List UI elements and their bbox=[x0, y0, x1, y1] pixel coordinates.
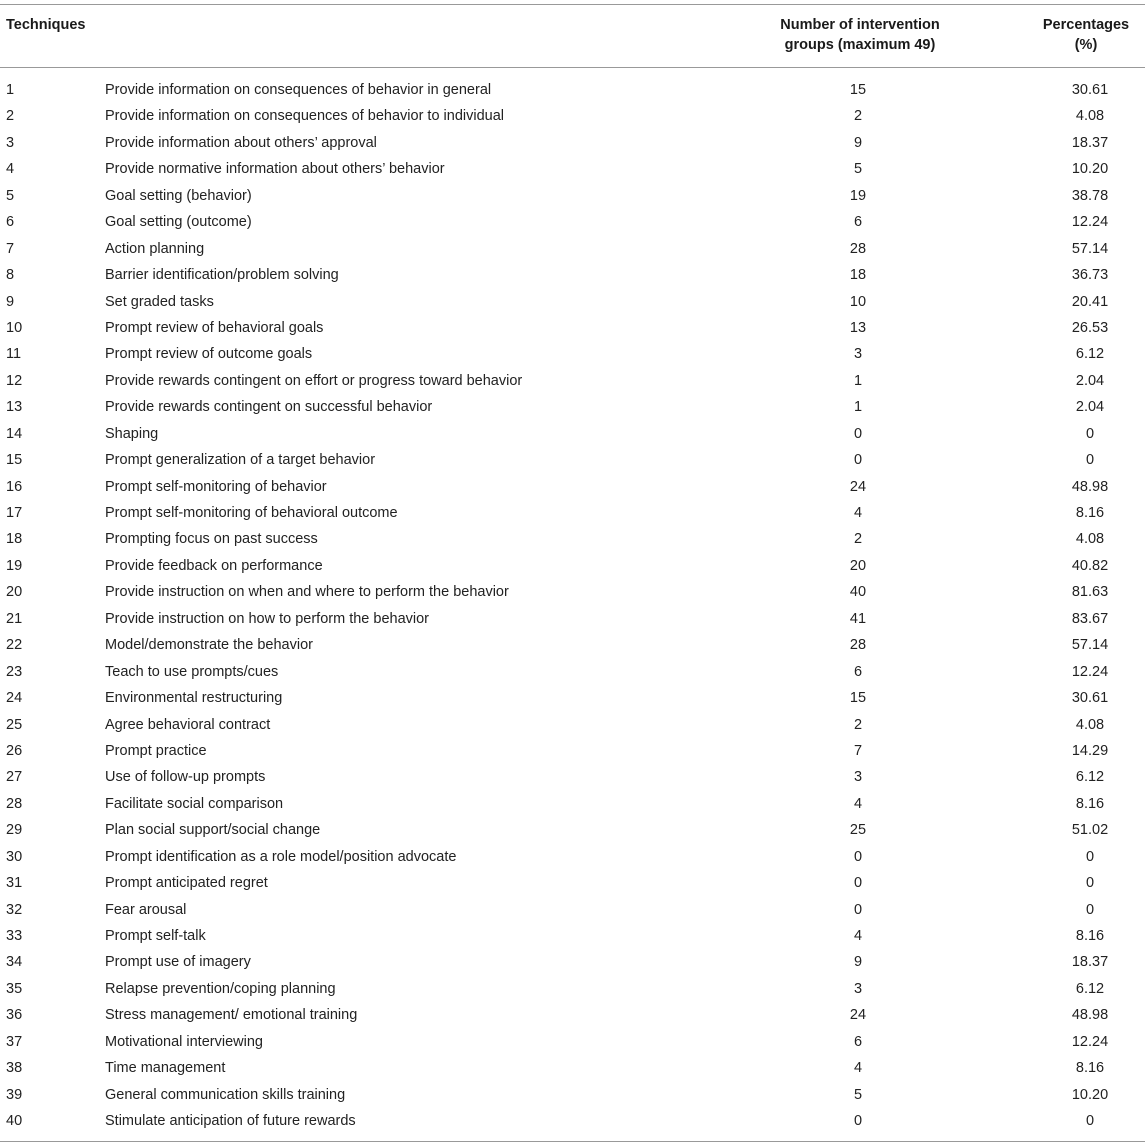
group-count: 3 bbox=[853, 346, 863, 363]
percentage: 40.82 bbox=[1071, 557, 1109, 574]
table-row bbox=[0, 315, 1145, 341]
row-index: 23 bbox=[6, 663, 23, 680]
percentage: 14.29 bbox=[1071, 742, 1109, 759]
table-row bbox=[0, 183, 1145, 209]
row-index: 17 bbox=[6, 505, 23, 521]
group-count: 41 bbox=[849, 610, 867, 627]
percentage: 8.16 bbox=[1075, 795, 1105, 812]
group-count: 0 bbox=[853, 848, 863, 865]
row-index: 20 bbox=[6, 584, 23, 601]
group-count: 3 bbox=[853, 980, 863, 997]
group-count: 0 bbox=[853, 452, 863, 469]
group-count: 40 bbox=[849, 584, 867, 601]
percentage: 10.20 bbox=[1071, 161, 1109, 178]
row-index: 5 bbox=[6, 187, 15, 204]
row-index: 34 bbox=[6, 954, 23, 971]
percentage: 0 bbox=[1085, 848, 1095, 865]
group-count: 25 bbox=[849, 822, 867, 839]
table-row bbox=[0, 870, 1145, 896]
row-index: 2 bbox=[6, 108, 15, 125]
percentage: 12.24 bbox=[1071, 214, 1109, 231]
row-index: 28 bbox=[6, 795, 23, 812]
group-count: 2 bbox=[853, 716, 863, 733]
row-index: 22 bbox=[6, 637, 23, 654]
row-index: 4 bbox=[6, 161, 15, 178]
row-index: 24 bbox=[6, 690, 23, 707]
header-techniques: Techniques bbox=[6, 17, 86, 33]
table-row bbox=[0, 712, 1145, 738]
percentage: 26.53 bbox=[1071, 319, 1109, 336]
technique-name: Environmental restructuring bbox=[105, 690, 283, 707]
technique-name: Prompt self-talk bbox=[105, 928, 206, 944]
percentage: 81.63 bbox=[1071, 584, 1109, 601]
percentage: 6.12 bbox=[1075, 980, 1105, 997]
technique-name: Goal setting (behavior) bbox=[105, 187, 252, 204]
technique-name: Provide feedback on performance bbox=[105, 557, 323, 574]
group-count: 0 bbox=[853, 901, 863, 918]
percentage: 2.04 bbox=[1075, 399, 1105, 416]
technique-name: Stimulate anticipation of future rewards bbox=[105, 1113, 356, 1130]
technique-name: Prompt review of outcome goals bbox=[105, 346, 313, 363]
table-row bbox=[0, 659, 1145, 685]
technique-name: Prompt practice bbox=[105, 742, 207, 759]
table-row bbox=[0, 262, 1145, 288]
row-index: 3 bbox=[6, 134, 15, 151]
group-count: 0 bbox=[853, 1113, 863, 1130]
group-count: 28 bbox=[849, 637, 867, 654]
technique-name: Motivational interviewing bbox=[105, 1033, 263, 1050]
table-row bbox=[0, 844, 1145, 870]
percentage: 36.73 bbox=[1071, 267, 1109, 284]
percentage: 0 bbox=[1085, 452, 1095, 469]
table-row bbox=[0, 289, 1145, 315]
percentage: 10.20 bbox=[1071, 1086, 1109, 1103]
header-number-of-groups bbox=[760, 15, 960, 55]
row-index: 12 bbox=[6, 372, 23, 389]
row-index: 18 bbox=[6, 531, 23, 548]
technique-name: Model/demonstrate the behavior bbox=[105, 637, 313, 654]
row-index: 19 bbox=[6, 557, 23, 574]
row-index: 16 bbox=[6, 478, 23, 495]
table-row bbox=[0, 685, 1145, 711]
table-row bbox=[0, 976, 1145, 1002]
percentage: 30.61 bbox=[1071, 82, 1109, 98]
percentage: 8.16 bbox=[1075, 505, 1105, 521]
row-index: 38 bbox=[6, 1060, 23, 1077]
table-row bbox=[0, 209, 1145, 235]
row-index: 13 bbox=[6, 399, 23, 416]
technique-name: Provide information about others’ approval bbox=[105, 134, 377, 151]
row-index: 15 bbox=[6, 452, 23, 469]
row-index: 39 bbox=[6, 1086, 23, 1103]
group-count: 1 bbox=[853, 399, 863, 416]
technique-name: Provide information on consequences of behavior to individual bbox=[105, 108, 504, 125]
table-row bbox=[0, 130, 1145, 156]
row-index: 29 bbox=[6, 822, 23, 839]
group-count: 1 bbox=[853, 372, 863, 389]
row-index: 7 bbox=[6, 240, 15, 257]
group-count: 24 bbox=[849, 478, 867, 495]
table-row bbox=[0, 368, 1145, 394]
table-row bbox=[0, 553, 1145, 579]
percentage: 0 bbox=[1085, 425, 1095, 442]
header-percent-line-2: (%) bbox=[1074, 37, 1098, 53]
technique-name: Plan social support/social change bbox=[105, 822, 321, 839]
technique-name: Teach to use prompts/cues bbox=[105, 663, 279, 680]
percentage: 30.61 bbox=[1071, 690, 1109, 707]
percentage: 48.98 bbox=[1071, 478, 1109, 495]
technique-name: Prompt self-monitoring of behavior bbox=[105, 478, 327, 495]
technique-name: Prompt use of imagery bbox=[105, 954, 251, 971]
technique-name: Barrier identification/problem solving bbox=[105, 267, 339, 284]
technique-name: Prompt review of behavioral goals bbox=[105, 319, 324, 336]
row-index: 14 bbox=[6, 425, 23, 442]
row-index: 26 bbox=[6, 742, 23, 759]
table-body bbox=[0, 68, 1145, 1141]
technique-name: Shaping bbox=[105, 425, 159, 442]
group-count: 0 bbox=[853, 425, 863, 442]
percentage: 4.08 bbox=[1075, 716, 1105, 733]
technique-name: Provide normative information about others’ behavior bbox=[105, 161, 445, 178]
table-row bbox=[0, 579, 1145, 605]
group-count: 3 bbox=[853, 769, 863, 786]
table-row bbox=[0, 1108, 1145, 1134]
table-row bbox=[0, 817, 1145, 843]
technique-name: Action planning bbox=[105, 240, 205, 257]
row-index: 40 bbox=[6, 1113, 23, 1130]
percentage: 57.14 bbox=[1071, 240, 1109, 257]
table-row bbox=[0, 949, 1145, 975]
percentage: 2.04 bbox=[1075, 372, 1105, 389]
percentage: 0 bbox=[1085, 901, 1095, 918]
percentage: 6.12 bbox=[1075, 346, 1105, 363]
group-count: 24 bbox=[849, 1007, 867, 1024]
percentage: 8.16 bbox=[1075, 928, 1105, 944]
table-row bbox=[0, 1082, 1145, 1108]
percentage: 0 bbox=[1085, 1113, 1095, 1130]
technique-name: Prompt identification as a role model/position advocate bbox=[105, 848, 457, 865]
header-percentages bbox=[1030, 15, 1142, 55]
percentage: 6.12 bbox=[1075, 769, 1105, 786]
table-row bbox=[0, 500, 1145, 526]
group-count: 4 bbox=[853, 928, 863, 944]
technique-name: Use of follow-up prompts bbox=[105, 769, 266, 786]
group-count: 4 bbox=[853, 1060, 863, 1077]
technique-name: Prompt self-monitoring of behavioral outcome bbox=[105, 505, 398, 521]
group-count: 9 bbox=[853, 954, 863, 971]
percentage: 12.24 bbox=[1071, 1033, 1109, 1050]
group-count: 19 bbox=[849, 187, 867, 204]
percentage: 20.41 bbox=[1071, 293, 1109, 310]
table-row bbox=[0, 923, 1145, 949]
table-row bbox=[0, 236, 1145, 262]
row-index: 27 bbox=[6, 769, 23, 786]
header-number-line-1: Number of intervention bbox=[780, 17, 940, 33]
percentage: 18.37 bbox=[1071, 134, 1109, 151]
row-index: 35 bbox=[6, 980, 23, 997]
group-count: 5 bbox=[853, 1086, 863, 1103]
technique-name: Provide information on consequences of behavior in general bbox=[105, 82, 492, 98]
group-count: 4 bbox=[853, 795, 863, 812]
group-count: 5 bbox=[853, 161, 863, 178]
group-count: 6 bbox=[853, 214, 863, 231]
group-count: 20 bbox=[849, 557, 867, 574]
table-row bbox=[0, 447, 1145, 473]
row-index: 10 bbox=[6, 319, 23, 336]
group-count: 10 bbox=[849, 293, 867, 310]
technique-name: Provide instruction on when and where to perform the behavior bbox=[105, 584, 509, 601]
percentage: 83.67 bbox=[1071, 610, 1109, 627]
table-row bbox=[0, 103, 1145, 129]
row-index: 11 bbox=[6, 346, 22, 363]
group-count: 9 bbox=[853, 134, 863, 151]
technique-name: Provide rewards contingent on effort or progress toward behavior bbox=[105, 372, 523, 389]
technique-name: Goal setting (outcome) bbox=[105, 214, 252, 231]
row-index: 32 bbox=[6, 901, 23, 918]
row-index: 21 bbox=[6, 610, 23, 627]
technique-name: Relapse prevention/coping planning bbox=[105, 980, 336, 997]
table-row bbox=[0, 738, 1145, 764]
group-count: 6 bbox=[853, 1033, 863, 1050]
row-index: 33 bbox=[6, 928, 23, 944]
technique-name: Agree behavioral contract bbox=[105, 716, 271, 733]
row-index: 36 bbox=[6, 1007, 23, 1024]
group-count: 4 bbox=[853, 505, 863, 521]
table-row bbox=[0, 632, 1145, 658]
technique-name: Prompting focus on past success bbox=[105, 531, 318, 548]
group-count: 18 bbox=[849, 267, 867, 284]
percentage: 38.78 bbox=[1071, 187, 1109, 204]
percentage: 4.08 bbox=[1075, 531, 1105, 548]
percentage: 0 bbox=[1085, 875, 1095, 892]
row-index: 6 bbox=[6, 214, 15, 231]
header-percent-line-1: Percentages bbox=[1042, 17, 1130, 33]
group-count: 15 bbox=[849, 690, 867, 707]
technique-name: General communication skills training bbox=[105, 1086, 346, 1103]
group-count: 13 bbox=[849, 319, 867, 336]
percentage: 51.02 bbox=[1071, 822, 1109, 839]
technique-name: Prompt anticipated regret bbox=[105, 875, 268, 892]
technique-name: Fear arousal bbox=[105, 901, 187, 918]
row-index: 9 bbox=[6, 293, 15, 310]
row-index: 30 bbox=[6, 848, 23, 865]
group-count: 2 bbox=[853, 108, 863, 125]
group-count: 0 bbox=[853, 875, 863, 892]
table-row bbox=[0, 764, 1145, 790]
row-index: 37 bbox=[6, 1033, 23, 1050]
table-row bbox=[0, 394, 1145, 420]
technique-name: Set graded tasks bbox=[105, 293, 214, 310]
table-row bbox=[0, 341, 1145, 367]
row-index: 31 bbox=[6, 875, 23, 892]
technique-name: Stress management/ emotional training bbox=[105, 1007, 358, 1024]
group-count: 7 bbox=[853, 742, 863, 759]
table-row bbox=[0, 606, 1145, 632]
technique-name: Provide rewards contingent on successful behavior bbox=[105, 399, 433, 416]
row-index: 8 bbox=[6, 267, 15, 284]
table-row bbox=[0, 1029, 1145, 1055]
percentage: 8.16 bbox=[1075, 1060, 1105, 1077]
row-index: 25 bbox=[6, 716, 23, 733]
table-row bbox=[0, 1055, 1145, 1081]
table-row bbox=[0, 474, 1145, 500]
percentage: 4.08 bbox=[1075, 108, 1105, 125]
group-count: 15 bbox=[849, 82, 867, 98]
techniques-table bbox=[0, 4, 1145, 1142]
row-index: 1 bbox=[6, 82, 15, 98]
technique-name: Facilitate social comparison bbox=[105, 795, 284, 812]
bottom-rule bbox=[0, 1141, 1145, 1142]
group-count: 6 bbox=[853, 663, 863, 680]
header-number-line-2: groups (maximum 49) bbox=[784, 37, 936, 53]
table-header bbox=[0, 5, 1145, 67]
technique-name: Provide instruction on how to perform the behavior bbox=[105, 610, 430, 627]
table-row bbox=[0, 156, 1145, 182]
percentage: 57.14 bbox=[1071, 637, 1109, 654]
table-row bbox=[0, 526, 1145, 552]
percentage: 12.24 bbox=[1071, 663, 1109, 680]
table-row bbox=[0, 897, 1145, 923]
group-count: 28 bbox=[849, 240, 867, 257]
technique-name: Prompt generalization of a target behavior bbox=[105, 452, 376, 469]
percentage: 18.37 bbox=[1071, 954, 1109, 971]
technique-name: Time management bbox=[105, 1060, 226, 1077]
group-count: 2 bbox=[853, 531, 863, 548]
table-row bbox=[0, 421, 1145, 447]
table-row bbox=[0, 77, 1145, 103]
table-row bbox=[0, 1002, 1145, 1028]
percentage: 48.98 bbox=[1071, 1007, 1109, 1024]
table-row bbox=[0, 791, 1145, 817]
